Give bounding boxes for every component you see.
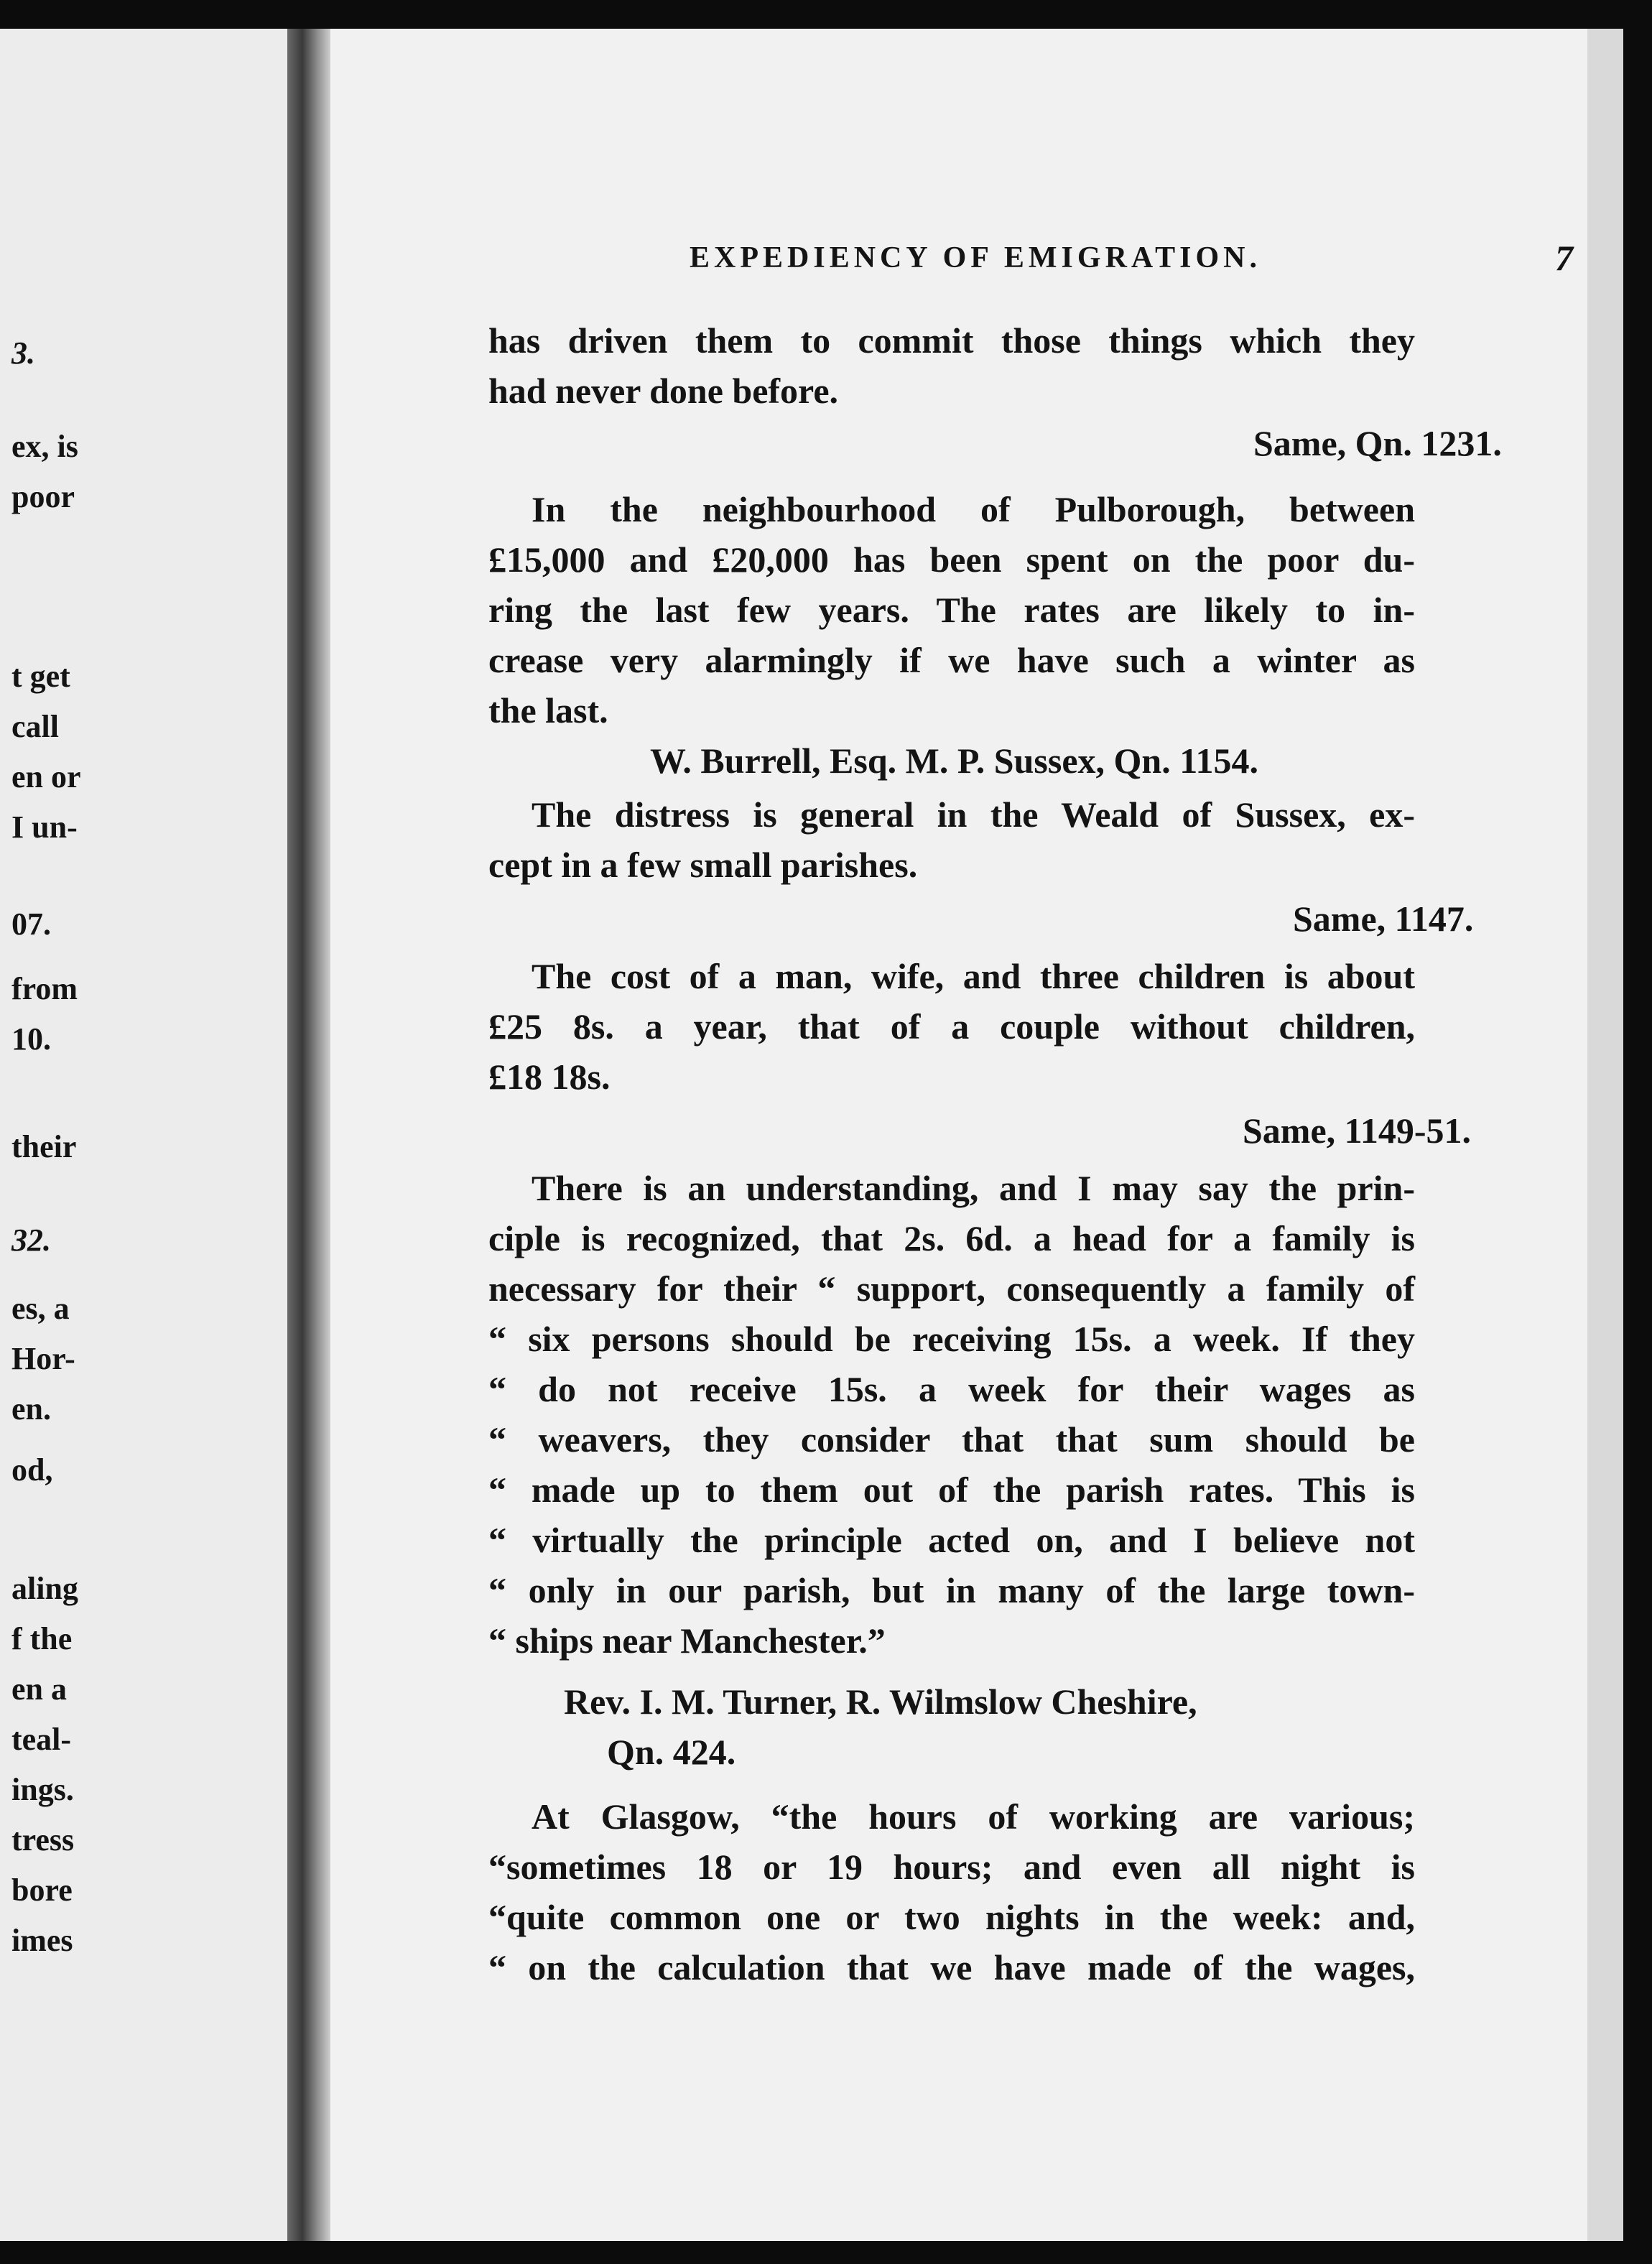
source-citation: Same, 1149-51. xyxy=(1243,1110,1472,1151)
book-gutter xyxy=(287,29,330,2241)
text-line: had never done before. xyxy=(488,371,839,411)
left-fragment: t get xyxy=(11,659,70,694)
left-page xyxy=(0,29,287,2241)
left-fragment: en or xyxy=(11,759,81,794)
left-fragment: es, a xyxy=(11,1291,70,1326)
text-line: £15,000 and £20,000 has been spent on the poor du- xyxy=(488,539,1415,580)
text-line: “ only in our parish, but in many of the large town- xyxy=(488,1570,1415,1610)
text-line: “ made up to them out of the parish rates. This is xyxy=(488,1470,1415,1510)
left-fragment: poor xyxy=(11,479,75,514)
left-fragment: 10. xyxy=(11,1021,51,1057)
text-line: At Glasgow, “the hours of working are various; xyxy=(532,1796,1415,1837)
text-line: The distress is general in the Weald of Sussex, ex- xyxy=(532,794,1415,835)
left-fragment: f the xyxy=(11,1621,73,1656)
left-fragment: imes xyxy=(11,1923,73,1958)
running-header: EXPEDIENCY OF EMIGRATION. xyxy=(690,241,1261,274)
left-fragment: their xyxy=(11,1129,77,1164)
left-fragment: I un- xyxy=(11,809,78,845)
text-line: “ on the calculation that we have made of the wages, xyxy=(488,1947,1415,1987)
left-fragment: aling xyxy=(11,1571,78,1606)
source-citation: Same, Qn. 1231. xyxy=(1253,423,1502,463)
text-line: £25 8s. a year, that of a couple without children, xyxy=(488,1006,1415,1047)
text-line: The cost of a man, wife, and three children is about xyxy=(532,956,1415,996)
text-line: “sometimes 18 or 19 hours; and even all night is xyxy=(488,1847,1415,1887)
text-line: “ ships near Manchester.” xyxy=(488,1620,886,1661)
text-line: £18 18s. xyxy=(488,1057,611,1097)
left-fragment: call xyxy=(11,709,59,744)
left-fragment: od, xyxy=(11,1452,53,1488)
source-citation: Rev. I. M. Turner, R. Wilmslow Cheshire, xyxy=(564,1681,1197,1722)
text-line: has driven them to commit those things which they xyxy=(488,320,1415,361)
left-fragment: tress xyxy=(11,1822,75,1857)
left-fragment: Hor- xyxy=(11,1341,75,1376)
source-citation: Qn. 424. xyxy=(607,1732,736,1772)
text-line: ciple is recognized, that 2s. 6d. a head for a family is xyxy=(488,1218,1415,1258)
page-edge xyxy=(1587,29,1623,2241)
left-fragment: ex, is xyxy=(11,429,78,464)
left-fragment: bore xyxy=(11,1873,73,1908)
source-citation: W. Burrell, Esq. M. P. Sussex, Qn. 1154. xyxy=(650,741,1258,781)
text-line: cept in a few small parishes. xyxy=(488,845,918,885)
text-line: In the neighbourhood of Pulborough, between xyxy=(532,489,1415,529)
left-fragment: 3. xyxy=(11,335,35,371)
text-line: “ six persons should be receiving 15s. a week. If they xyxy=(488,1319,1415,1359)
text-line: ring the last few years. The rates are likely to in- xyxy=(488,590,1415,630)
left-fragment: from xyxy=(11,971,78,1006)
left-fragment: 32. xyxy=(11,1223,51,1258)
text-line: There is an understanding, and I may say the prin- xyxy=(532,1168,1415,1208)
text-line: “ weavers, they consider that that sum should be xyxy=(488,1419,1415,1460)
left-fragment: en. xyxy=(11,1391,51,1426)
text-line: “ virtually the principle acted on, and I believe not xyxy=(488,1520,1415,1560)
text-line: “quite common one or two nights in the week: and, xyxy=(488,1897,1415,1937)
text-line: “ do not receive 15s. a week for their wages as xyxy=(488,1369,1415,1409)
page-number: 7 xyxy=(1555,238,1573,278)
left-fragment: teal- xyxy=(11,1722,72,1757)
text-line: necessary for their “ support, consequently a family of xyxy=(488,1268,1415,1309)
left-fragment: 07. xyxy=(11,906,51,942)
left-fragment: ings. xyxy=(11,1772,74,1807)
left-fragment: en a xyxy=(11,1671,67,1707)
right-page xyxy=(330,29,1587,2241)
text-line: crease very alarmingly if we have such a winter as xyxy=(488,640,1415,680)
source-citation: Same, 1147. xyxy=(1293,899,1474,939)
text-line: the last. xyxy=(488,690,608,730)
